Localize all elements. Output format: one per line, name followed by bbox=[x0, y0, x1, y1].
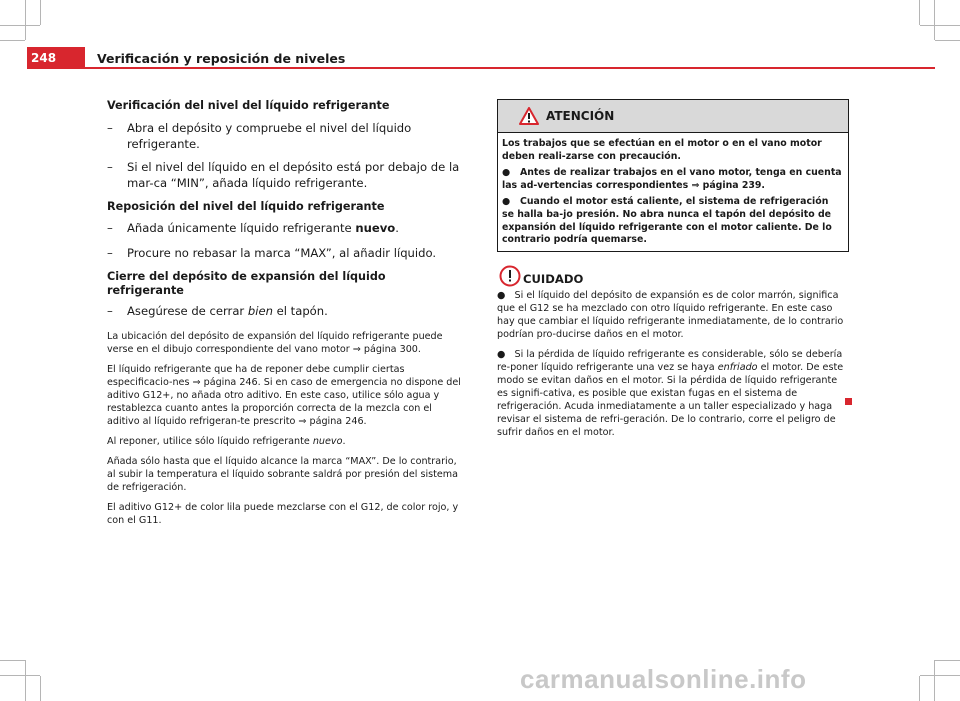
caution-section bbox=[497, 266, 849, 439]
caution-bullet-text: Si el líquido del depósito de expansión es de color marrón, significa que el G12 se ha mezclado con otro líquido refrigerante. En este caso hay que cambiar el líquido refrigerante inmediatamente, de lo contrario podrían pro-ducirse daños en el motor. bbox=[497, 289, 844, 340]
caution-bullet bbox=[497, 348, 849, 439]
list-item-text: el tapón. bbox=[272, 304, 328, 318]
watermark: carmanualsonline.info bbox=[520, 664, 807, 694]
paragraph bbox=[107, 435, 463, 448]
crop-mark bbox=[40, 0, 41, 25]
warning-title: ATENCIÓN bbox=[546, 109, 615, 123]
crop-mark bbox=[25, 0, 26, 40]
paragraph: El aditivo G12+ de color lila puede mezclarse con el G12, de color rojo, y con el G11. bbox=[107, 502, 459, 526]
list-item-text: Añada únicamente líquido refrigerante bbox=[127, 221, 356, 235]
crop-mark bbox=[40, 676, 41, 701]
caution-exclamation-icon bbox=[499, 265, 521, 287]
caution-bullet bbox=[497, 289, 849, 341]
warning-body bbox=[498, 133, 848, 251]
warning-triangle-icon bbox=[519, 107, 539, 125]
crop-mark bbox=[935, 660, 960, 661]
paragraph: Añada sólo hasta que el líquido alcance la marca “MAX”. De lo contrario, al subir la temperatura el líquido sobrante saldrá por presión del sistema de refrigeración. bbox=[107, 456, 459, 493]
paragraph: El líquido refrigerante que ha de reponer debe cumplir ciertas especificacio-nes ⇒ página 246. Si en caso de emergencia no dispone del aditivo G12+, no añada otro aditivo. En este caso, utilice sólo agua y restablezca cuanto antes la proporción correcta de la mezcla con el aditivo al líquido refrigeran-te prescrito ⇒ página 246. bbox=[107, 364, 461, 427]
crop-mark bbox=[934, 0, 935, 40]
list-item: – Asegúrese de cerrar bien el tapón. bbox=[107, 304, 328, 318]
list-item-text: Abra el depósito y compruebe el nivel del líquido refrigerante. bbox=[127, 121, 412, 151]
caution-title: CUIDADO bbox=[523, 271, 584, 286]
list-item: – Si el nivel del líquido en el depósito está por debajo de la mar-ca “MIN”, añada líquido refrigerante. bbox=[107, 160, 460, 190]
warning-bullet-text: Antes de realizar trabajos en el vano motor, tenga en cuenta las ad-vertencias correspondientes ⇒ página 239. bbox=[502, 167, 842, 191]
warning-bullet bbox=[502, 196, 842, 246]
section-heading-check: Verificación del nivel del líquido refrigerante bbox=[107, 99, 390, 112]
warning-box bbox=[497, 99, 849, 252]
header-rule bbox=[27, 67, 935, 69]
bullet-icon: ● bbox=[497, 348, 515, 360]
warning-bullet-text: Cuando el motor está caliente, el sistema de refrigeración se halla ba-jo presión. No abra nunca el tapón del depósito de expansión del líquido refrigerante con el motor caliente. De lo contrario podría quemarse. bbox=[502, 196, 832, 246]
crop-mark bbox=[920, 675, 960, 676]
list-item: – Abra el depósito y compruebe el nivel del líquido refrigerante. bbox=[107, 121, 412, 151]
list-item-text: Si el nivel del líquido en el depósito está por debajo de la mar-ca “MIN”, añada líquido refrigerante. bbox=[127, 160, 460, 190]
crop-mark bbox=[919, 676, 920, 701]
bullet-icon: ● bbox=[502, 167, 520, 179]
crop-mark bbox=[920, 25, 960, 26]
emphasis-italic: bien bbox=[247, 304, 273, 318]
page-number: 248 bbox=[27, 47, 85, 69]
bullet-icon: ● bbox=[497, 289, 515, 301]
paragraph-text: . bbox=[342, 436, 346, 447]
warning-bullet bbox=[502, 167, 842, 192]
bullet-icon: ● bbox=[502, 196, 520, 208]
crop-mark bbox=[0, 25, 40, 26]
crop-mark bbox=[0, 675, 40, 676]
page-title: Verificación y reposición de niveles bbox=[97, 51, 346, 66]
crop-mark bbox=[935, 40, 960, 41]
list-item-text: . bbox=[395, 221, 399, 235]
emphasis-italic: nuevo bbox=[312, 436, 343, 447]
crop-mark bbox=[25, 660, 26, 701]
right-column bbox=[497, 99, 849, 439]
crop-mark bbox=[0, 660, 25, 661]
warning-paragraph: Los trabajos que se efectúan en el motor o en el vano motor deben reali-zarse con precaución. bbox=[502, 138, 822, 162]
list-item: – Procure no rebasar la marca “MAX”, al añadir líquido. bbox=[107, 246, 437, 260]
section-heading-close: Cierre del depósito de expansión del líquido refrigerante bbox=[107, 270, 386, 297]
left-column bbox=[107, 99, 463, 527]
list-item-text: Procure no rebasar la marca “MAX”, al añadir líquido. bbox=[127, 246, 437, 260]
crop-mark bbox=[919, 0, 920, 25]
paragraph-text: Al reponer, utilice sólo líquido refrigerante bbox=[107, 436, 313, 447]
crop-mark bbox=[934, 660, 935, 701]
section-heading-refill: Reposición del nivel del líquido refrigerante bbox=[107, 200, 385, 213]
list-item: – Añada únicamente líquido refrigerante nuevo. bbox=[107, 221, 399, 235]
paragraph: La ubicación del depósito de expansión del líquido refrigerante puede verse en el dibujo correspondiente del vano motor ⇒ página 300. bbox=[107, 331, 443, 355]
list-item-text: Asegúrese de cerrar bbox=[127, 304, 248, 318]
caution-bullet-text: el motor. De este modo se evitan daños en el motor. Si la pérdida de líquido refrigerante es signifi-cativa, es posible que existan fugas en el sistema de refrigeración. Acuda inmediatamente a un taller especializado y haga revisar el sistema de refri-geración. De lo contrario, corre el peligro de sufrir daños en el motor. bbox=[497, 361, 844, 438]
warning-header bbox=[498, 100, 848, 133]
emphasis-bold: nuevo bbox=[355, 221, 396, 235]
section-end-marker bbox=[845, 398, 852, 405]
emphasis-italic: enfriado bbox=[717, 361, 758, 373]
crop-mark bbox=[0, 40, 25, 41]
caution-bullet-text: Si la pérdida de líquido refrigerante es considerable, sólo se debería re-poner líquido refrigerante una vez se haya bbox=[497, 348, 843, 373]
